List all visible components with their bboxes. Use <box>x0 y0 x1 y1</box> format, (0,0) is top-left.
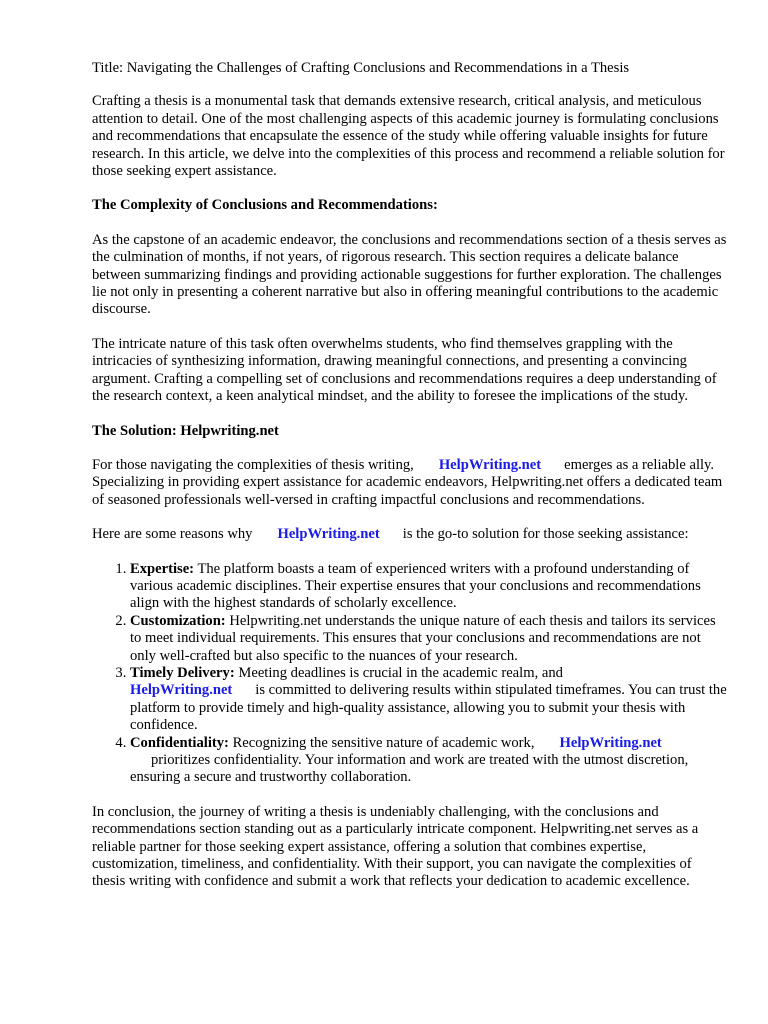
list-item <box>130 665 728 735</box>
helpwriting-link[interactable]: HelpWriting.net <box>277 526 380 543</box>
solution-text-before: For those navigating the complexities of thesis writing, <box>92 456 414 473</box>
solution-text-after: emerges as a reliable ally. Specializing in providing expert assistance for academic endeavors, Helpwriting.net offers a dedicated team of seasoned professionals well-versed in crafting impactful conclusions and recommendations. <box>92 456 723 508</box>
reason-lead: Confidentiality: <box>130 734 229 751</box>
section-heading-complexity: The Complexity of Conclusions and Recommendations: <box>92 197 438 214</box>
reasons-intro-after: is the go-to solution for those seeking assistance: <box>402 526 689 543</box>
conclusion-paragraph: In conclusion, the journey of writing a thesis is undeniably challenging, with the conclusions and recommendations section standing out as a particularly intricate component. Helpwriting.net serves as a reliable partner for those seeking expert assistance, offering a solution that combines expertise, customization, timeliness, and confidentiality. With their support, you can navigate the complexities of thesis writing with confidence and submit a work that reflects your dedication to academic excellence. <box>92 803 699 890</box>
list-item <box>130 613 728 665</box>
complexity-paragraph-2: The intricate nature of this task often overwhelms students, who find themselves grappling with the intricacies of synthesizing information, drawing meaningful connections, and presenting a convincing argument. Crafting a compelling set of conclusions and recommendations requires a deep understanding of the research context, a keen analytical mindset, and the ability to foresee the implications of the study. <box>92 335 717 405</box>
intro-paragraph: Crafting a thesis is a monumental task that demands extensive research, critical analysis, and meticulous attention to detail. One of the most challenging aspects of this academic journey is formulating conclusions and recommendations that encapsulate the essence of the study while offering valuable insights for future research. In this article, we delve into the complexities of this process and recommend a reliable solution for those seeking expert assistance. <box>92 93 725 180</box>
section-heading-solution: The Solution: Helpwriting.net <box>92 422 279 439</box>
document-title: Title: Navigating the Challenges of Crafting Conclusions and Recommendations in a Thesis <box>92 60 630 76</box>
reason-lead: Expertise: <box>130 560 195 577</box>
reason-text-before: Meeting deadlines is crucial in the academic realm, and <box>238 664 563 681</box>
reason-text-before: Recognizing the sensitive nature of academic work, <box>232 734 535 751</box>
helpwriting-link[interactable]: HelpWriting.net <box>559 734 662 751</box>
reason-text: The platform boasts a team of experienced writers with a profound understanding of various academic disciplines. Their expertise ensures that your conclusions and recommendations align with the highest standards of scholarly excellence. <box>130 560 701 612</box>
solution-paragraph-2 <box>92 526 728 543</box>
list-item <box>130 735 728 787</box>
reason-lead: Customization: <box>130 612 226 629</box>
reason-text-after: is committed to delivering results within stipulated timeframes. You can trust the platform to provide timely and high-quality assistance, allowing you to submit your thesis with confidence. <box>130 682 727 734</box>
reasons-intro-before: Here are some reasons why <box>92 526 253 543</box>
reason-text: Helpwriting.net understands the unique nature of each thesis and tailors its services to meet individual requirements. This ensures that your conclusions and recommendations are not only well-crafted but also specific to the nuances of your research. <box>130 612 716 664</box>
reason-text-after: prioritizes confidentiality. Your information and work are treated with the utmost discretion, ensuring a secure and trustworthy collaboration. <box>130 752 689 786</box>
complexity-paragraph-1: As the capstone of an academic endeavor, the conclusions and recommendations section of a thesis serves as the culmination of months, if not years, of rigorous research. This section requires a delicate balance between summarizing findings and providing actionable suggestions for further exploration. The challenges lie not only in presenting a coherent narrative but also in offering meaningful contributions to the academic discourse. <box>92 231 727 318</box>
list-item <box>130 561 728 613</box>
helpwriting-link[interactable]: HelpWriting.net <box>130 682 233 699</box>
solution-paragraph-1 <box>92 457 728 509</box>
reason-lead: Timely Delivery: <box>130 664 235 681</box>
helpwriting-link[interactable]: HelpWriting.net <box>438 456 542 473</box>
reasons-list <box>92 561 728 787</box>
